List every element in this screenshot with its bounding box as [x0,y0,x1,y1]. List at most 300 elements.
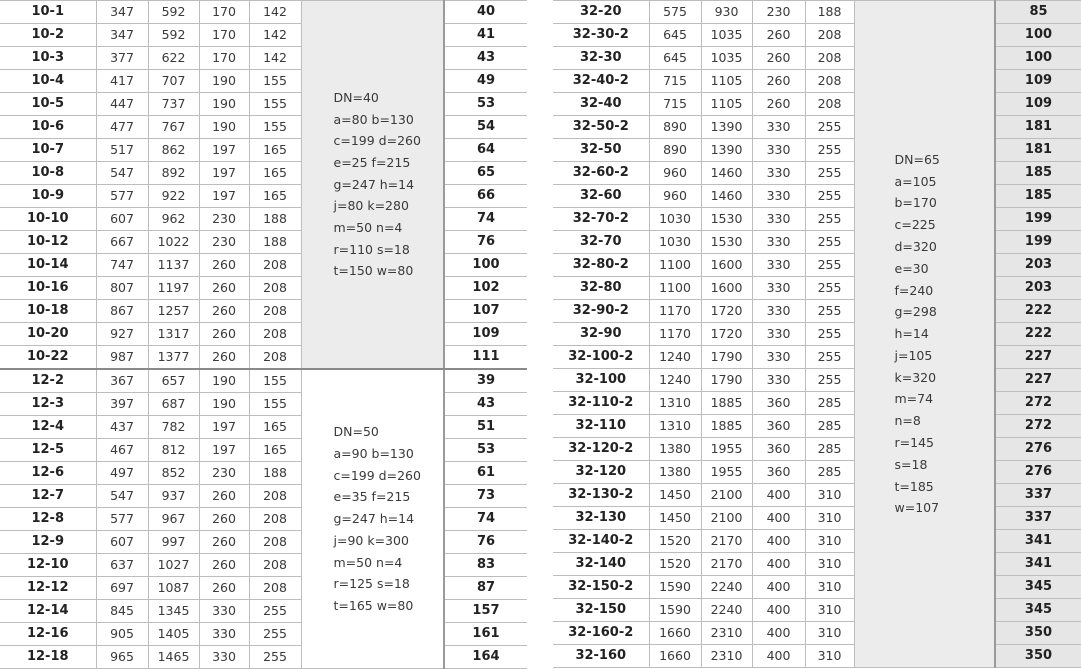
table-row [553,277,1081,300]
dim-cell: 2310 [701,645,752,668]
spec-line: j=80 k=280 [333,198,409,214]
spec-line: DN=40 [333,89,379,105]
weight-cell: 66 [444,185,527,208]
dim-cell: 330 [752,162,805,185]
dim-cell: 1450 [649,484,701,507]
model-code-cell: 10-16 [0,277,96,300]
model-code-cell: 32-40 [553,93,649,116]
dim-cell: 188 [805,1,854,24]
weight-cell: 350 [995,622,1081,645]
dim-cell: 607 [96,208,148,231]
table-row [553,507,1081,530]
dim-cell: 260 [199,577,249,600]
dim-cell: 230 [752,1,805,24]
table-row [553,254,1081,277]
dim-cell: 1530 [701,231,752,254]
table-row [0,485,527,508]
weight-cell: 350 [995,645,1081,668]
dim-cell: 285 [805,392,854,415]
dim-cell: 1460 [701,185,752,208]
dim-cell: 165 [249,439,301,462]
dim-cell: 1035 [701,24,752,47]
table-row [0,600,527,623]
dim-cell: 208 [249,508,301,531]
dim-cell: 208 [249,485,301,508]
dim-cell: 1885 [701,415,752,438]
dim-cell: 737 [148,93,199,116]
dim-cell: 477 [96,116,148,139]
weight-cell: 164 [444,646,527,669]
dim-cell: 347 [96,1,148,24]
dim-cell: 397 [96,393,148,416]
dim-cell: 657 [148,369,199,393]
weight-cell: 100 [995,47,1081,70]
dim-cell: 1030 [649,208,701,231]
table-row [553,162,1081,185]
spec-line: s=18 [894,456,928,472]
dim-cell: 747 [96,254,148,277]
table-row [0,208,527,231]
dim-cell: 285 [805,461,854,484]
dim-cell: 1520 [649,530,701,553]
dim-cell: 310 [805,484,854,507]
model-code-cell: 32-30 [553,47,649,70]
spec-line: h=14 [894,326,929,342]
table-row [0,346,527,370]
table-row [553,461,1081,484]
dim-cell: 622 [148,47,199,70]
spec-line: f=240 [894,282,934,298]
dim-cell: 230 [199,231,249,254]
dim-cell: 862 [148,139,199,162]
weight-cell: 203 [995,254,1081,277]
table-row [553,415,1081,438]
spec-block [301,369,444,669]
weight-cell: 74 [444,508,527,531]
dim-cell: 1955 [701,461,752,484]
dim-cell: 1390 [701,139,752,162]
table-row [0,93,527,116]
dim-cell: 190 [199,393,249,416]
dim-cell: 645 [649,47,701,70]
table-row [0,554,527,577]
dim-cell: 1465 [148,646,199,669]
model-code-cell: 10-4 [0,70,96,93]
dim-cell: 142 [249,24,301,47]
model-code-cell: 32-130-2 [553,484,649,507]
weight-cell: 40 [444,1,527,24]
spec-line: t=185 [894,478,934,494]
table-row [0,300,527,323]
model-code-cell: 32-30-2 [553,24,649,47]
dim-cell: 1530 [701,208,752,231]
dim-cell: 845 [96,600,148,623]
dim-cell: 1240 [649,369,701,392]
table-row [0,1,527,24]
dim-cell: 285 [805,415,854,438]
dim-cell: 1105 [701,70,752,93]
dim-cell: 607 [96,531,148,554]
weight-cell: 337 [995,484,1081,507]
model-code-cell: 10-7 [0,139,96,162]
table-row [553,484,1081,507]
dim-cell: 330 [199,646,249,669]
dim-cell: 260 [199,554,249,577]
dim-cell: 197 [199,185,249,208]
model-code-cell: 12-16 [0,623,96,646]
table-row [553,645,1081,668]
table-row [0,24,527,47]
table-row [0,254,527,277]
dim-cell: 1380 [649,461,701,484]
dim-cell: 997 [148,531,199,554]
table-row [553,369,1081,392]
weight-cell: 181 [995,139,1081,162]
table-row [553,231,1081,254]
table-row [0,393,527,416]
model-code-cell: 10-5 [0,93,96,116]
weight-cell: 100 [995,24,1081,47]
weight-cell: 64 [444,139,527,162]
table-row [0,577,527,600]
model-code-cell: 32-100-2 [553,346,649,369]
dim-cell: 170 [199,1,249,24]
spec-line: c=199 d=260 [333,467,421,483]
table-row [553,346,1081,369]
dim-cell: 330 [199,623,249,646]
dim-cell: 260 [199,277,249,300]
dim-cell: 400 [752,622,805,645]
dim-cell: 310 [805,507,854,530]
weight-cell: 100 [444,254,527,277]
spec-line: c=225 [894,217,936,233]
table-row [553,185,1081,208]
spec-line: d=320 [894,238,937,254]
dim-cell: 400 [752,507,805,530]
dim-cell: 260 [199,531,249,554]
table-row [553,1,1081,24]
spec-line: m=50 n=4 [333,554,403,570]
weight-cell: 111 [444,346,527,370]
dim-cell: 260 [199,346,249,370]
dim-cell: 1197 [148,277,199,300]
spec-line: c=199 d=260 [333,133,421,149]
spec-line: g=247 h=14 [333,511,415,527]
dim-cell: 142 [249,47,301,70]
model-code-cell: 12-12 [0,577,96,600]
table-row [553,576,1081,599]
dim-cell: 190 [199,70,249,93]
table-row [553,323,1081,346]
dim-cell: 330 [752,185,805,208]
dim-cell: 367 [96,369,148,393]
table-row [0,646,527,669]
model-code-cell: 10-10 [0,208,96,231]
dim-cell: 1240 [649,346,701,369]
model-code-cell: 12-9 [0,531,96,554]
right-dimension-table [553,0,1081,668]
dim-cell: 667 [96,231,148,254]
weight-cell: 53 [444,93,527,116]
dim-cell: 255 [805,208,854,231]
dim-cell: 960 [649,185,701,208]
dim-cell: 330 [752,277,805,300]
dim-cell: 197 [199,439,249,462]
model-code-cell: 10-6 [0,116,96,139]
weight-cell: 49 [444,70,527,93]
dim-cell: 1390 [701,116,752,139]
dim-cell: 255 [805,254,854,277]
table-row [0,623,527,646]
dim-cell: 960 [649,162,701,185]
table-row [0,70,527,93]
model-code-cell: 32-40-2 [553,70,649,93]
dim-cell: 892 [148,162,199,185]
weight-cell: 222 [995,323,1081,346]
dim-cell: 577 [96,185,148,208]
model-code-cell: 32-50 [553,139,649,162]
model-code-cell: 10-2 [0,24,96,47]
dim-cell: 197 [199,162,249,185]
table-row [0,416,527,439]
table-row [553,139,1081,162]
weight-cell: 337 [995,507,1081,530]
weight-cell: 199 [995,208,1081,231]
spec-line: w=107 [894,500,940,516]
dim-cell: 285 [805,438,854,461]
dim-cell: 197 [199,139,249,162]
model-code-cell: 32-60 [553,185,649,208]
dim-cell: 255 [805,369,854,392]
dim-cell: 208 [249,577,301,600]
dim-cell: 360 [752,438,805,461]
table-row [553,553,1081,576]
dim-cell: 890 [649,139,701,162]
dim-cell: 987 [96,346,148,370]
dim-cell: 310 [805,530,854,553]
dim-cell: 1027 [148,554,199,577]
dim-cell: 1450 [649,507,701,530]
dim-cell: 165 [249,162,301,185]
model-code-cell: 32-80-2 [553,254,649,277]
dim-cell: 922 [148,185,199,208]
weight-cell: 39 [444,369,527,393]
weight-cell: 109 [995,70,1081,93]
dim-cell: 1590 [649,576,701,599]
model-code-cell: 32-120 [553,461,649,484]
dim-cell: 905 [96,623,148,646]
dim-cell: 2310 [701,622,752,645]
left-dimension-table [0,0,527,669]
dim-cell: 1520 [649,553,701,576]
spec-block [301,1,444,370]
model-code-cell: 12-3 [0,393,96,416]
model-code-cell: 32-90-2 [553,300,649,323]
dim-cell: 255 [805,116,854,139]
model-code-cell: 10-18 [0,300,96,323]
dim-cell: 260 [199,254,249,277]
dim-cell: 260 [752,47,805,70]
dim-cell: 208 [249,554,301,577]
dim-cell: 330 [752,369,805,392]
dim-cell: 255 [805,300,854,323]
dim-cell: 687 [148,393,199,416]
dim-cell: 400 [752,645,805,668]
dim-cell: 967 [148,508,199,531]
model-code-cell: 12-4 [0,416,96,439]
dim-cell: 142 [249,1,301,24]
spec-line: DN=50 [333,424,379,440]
dim-cell: 867 [96,300,148,323]
dim-cell: 2100 [701,507,752,530]
dim-cell: 1590 [649,599,701,622]
weight-cell: 272 [995,392,1081,415]
dim-cell: 1600 [701,254,752,277]
dim-cell: 592 [148,24,199,47]
dim-cell: 190 [199,369,249,393]
dim-cell: 155 [249,393,301,416]
dim-cell: 1170 [649,300,701,323]
weight-cell: 185 [995,185,1081,208]
dim-cell: 2170 [701,553,752,576]
weight-cell: 227 [995,346,1081,369]
dim-cell: 165 [249,185,301,208]
dim-cell: 1790 [701,369,752,392]
model-code-cell: 12-6 [0,462,96,485]
spec-line: a=80 b=130 [333,111,414,127]
spec-line: e=30 [894,260,929,276]
dim-cell: 1660 [649,645,701,668]
spec-line: j=105 [894,347,933,363]
table-row [553,599,1081,622]
dim-cell: 255 [805,162,854,185]
dim-cell: 165 [249,139,301,162]
model-code-cell: 10-8 [0,162,96,185]
dim-cell: 208 [249,300,301,323]
dim-cell: 330 [752,139,805,162]
model-code-cell: 32-150-2 [553,576,649,599]
model-code-cell: 32-130 [553,507,649,530]
model-code-cell: 10-22 [0,346,96,370]
model-code-cell: 12-2 [0,369,96,393]
weight-cell: 43 [444,393,527,416]
dim-cell: 208 [249,531,301,554]
dim-cell: 2240 [701,576,752,599]
table-row [553,116,1081,139]
dim-cell: 697 [96,577,148,600]
dim-cell: 1885 [701,392,752,415]
spec-line: k=320 [894,369,937,385]
dim-cell: 330 [752,300,805,323]
table-row [553,300,1081,323]
model-code-cell: 12-7 [0,485,96,508]
dim-cell: 255 [249,600,301,623]
dim-cell: 2240 [701,599,752,622]
dim-cell: 188 [249,462,301,485]
dim-cell: 517 [96,139,148,162]
spec-line: a=90 b=130 [333,446,414,462]
dim-cell: 497 [96,462,148,485]
model-code-cell: 32-150 [553,599,649,622]
dim-cell: 255 [805,231,854,254]
dim-cell: 330 [752,208,805,231]
dim-cell: 330 [199,600,249,623]
weight-cell: 74 [444,208,527,231]
weight-cell: 276 [995,461,1081,484]
dim-cell: 1100 [649,254,701,277]
dim-cell: 1257 [148,300,199,323]
weight-cell: 73 [444,485,527,508]
dim-cell: 467 [96,439,148,462]
dim-cell: 645 [649,24,701,47]
dim-cell: 155 [249,116,301,139]
dim-cell: 1600 [701,277,752,300]
dim-cell: 1720 [701,323,752,346]
model-code-cell: 12-8 [0,508,96,531]
dim-cell: 400 [752,553,805,576]
dim-cell: 715 [649,70,701,93]
dim-cell: 197 [199,416,249,439]
dim-cell: 400 [752,484,805,507]
spec-line: g=298 [894,304,937,320]
dim-cell: 155 [249,70,301,93]
weight-cell: 87 [444,577,527,600]
dim-cell: 255 [249,623,301,646]
weight-cell: 222 [995,300,1081,323]
dim-cell: 715 [649,93,701,116]
dim-cell: 437 [96,416,148,439]
dim-cell: 260 [752,70,805,93]
spec-line: t=150 w=80 [333,263,414,279]
table-row [0,369,527,393]
dim-cell: 1377 [148,346,199,370]
weight-cell: 341 [995,530,1081,553]
table-row [0,231,527,254]
weight-cell: 51 [444,416,527,439]
dim-cell: 260 [199,323,249,346]
dim-cell: 400 [752,576,805,599]
dim-cell: 310 [805,576,854,599]
model-code-cell: 32-60-2 [553,162,649,185]
dim-cell: 260 [199,485,249,508]
dim-cell: 377 [96,47,148,70]
dim-cell: 330 [752,231,805,254]
dim-cell: 208 [249,254,301,277]
spec-line: j=90 k=300 [333,532,409,548]
weight-cell: 345 [995,576,1081,599]
model-code-cell: 32-70 [553,231,649,254]
dim-cell: 310 [805,553,854,576]
dim-cell: 330 [752,323,805,346]
dim-cell: 547 [96,485,148,508]
dim-cell: 170 [199,47,249,70]
table-row [553,24,1081,47]
dim-cell: 447 [96,93,148,116]
table-row [0,277,527,300]
dim-cell: 208 [249,323,301,346]
spec-line: m=50 n=4 [333,220,403,236]
model-code-cell: 32-90 [553,323,649,346]
dim-cell: 1345 [148,600,199,623]
dim-cell: 807 [96,277,148,300]
table-row [0,185,527,208]
table-row [0,139,527,162]
dim-cell: 1405 [148,623,199,646]
dim-cell: 1170 [649,323,701,346]
dim-cell: 330 [752,116,805,139]
dim-cell: 400 [752,530,805,553]
dim-cell: 208 [805,47,854,70]
